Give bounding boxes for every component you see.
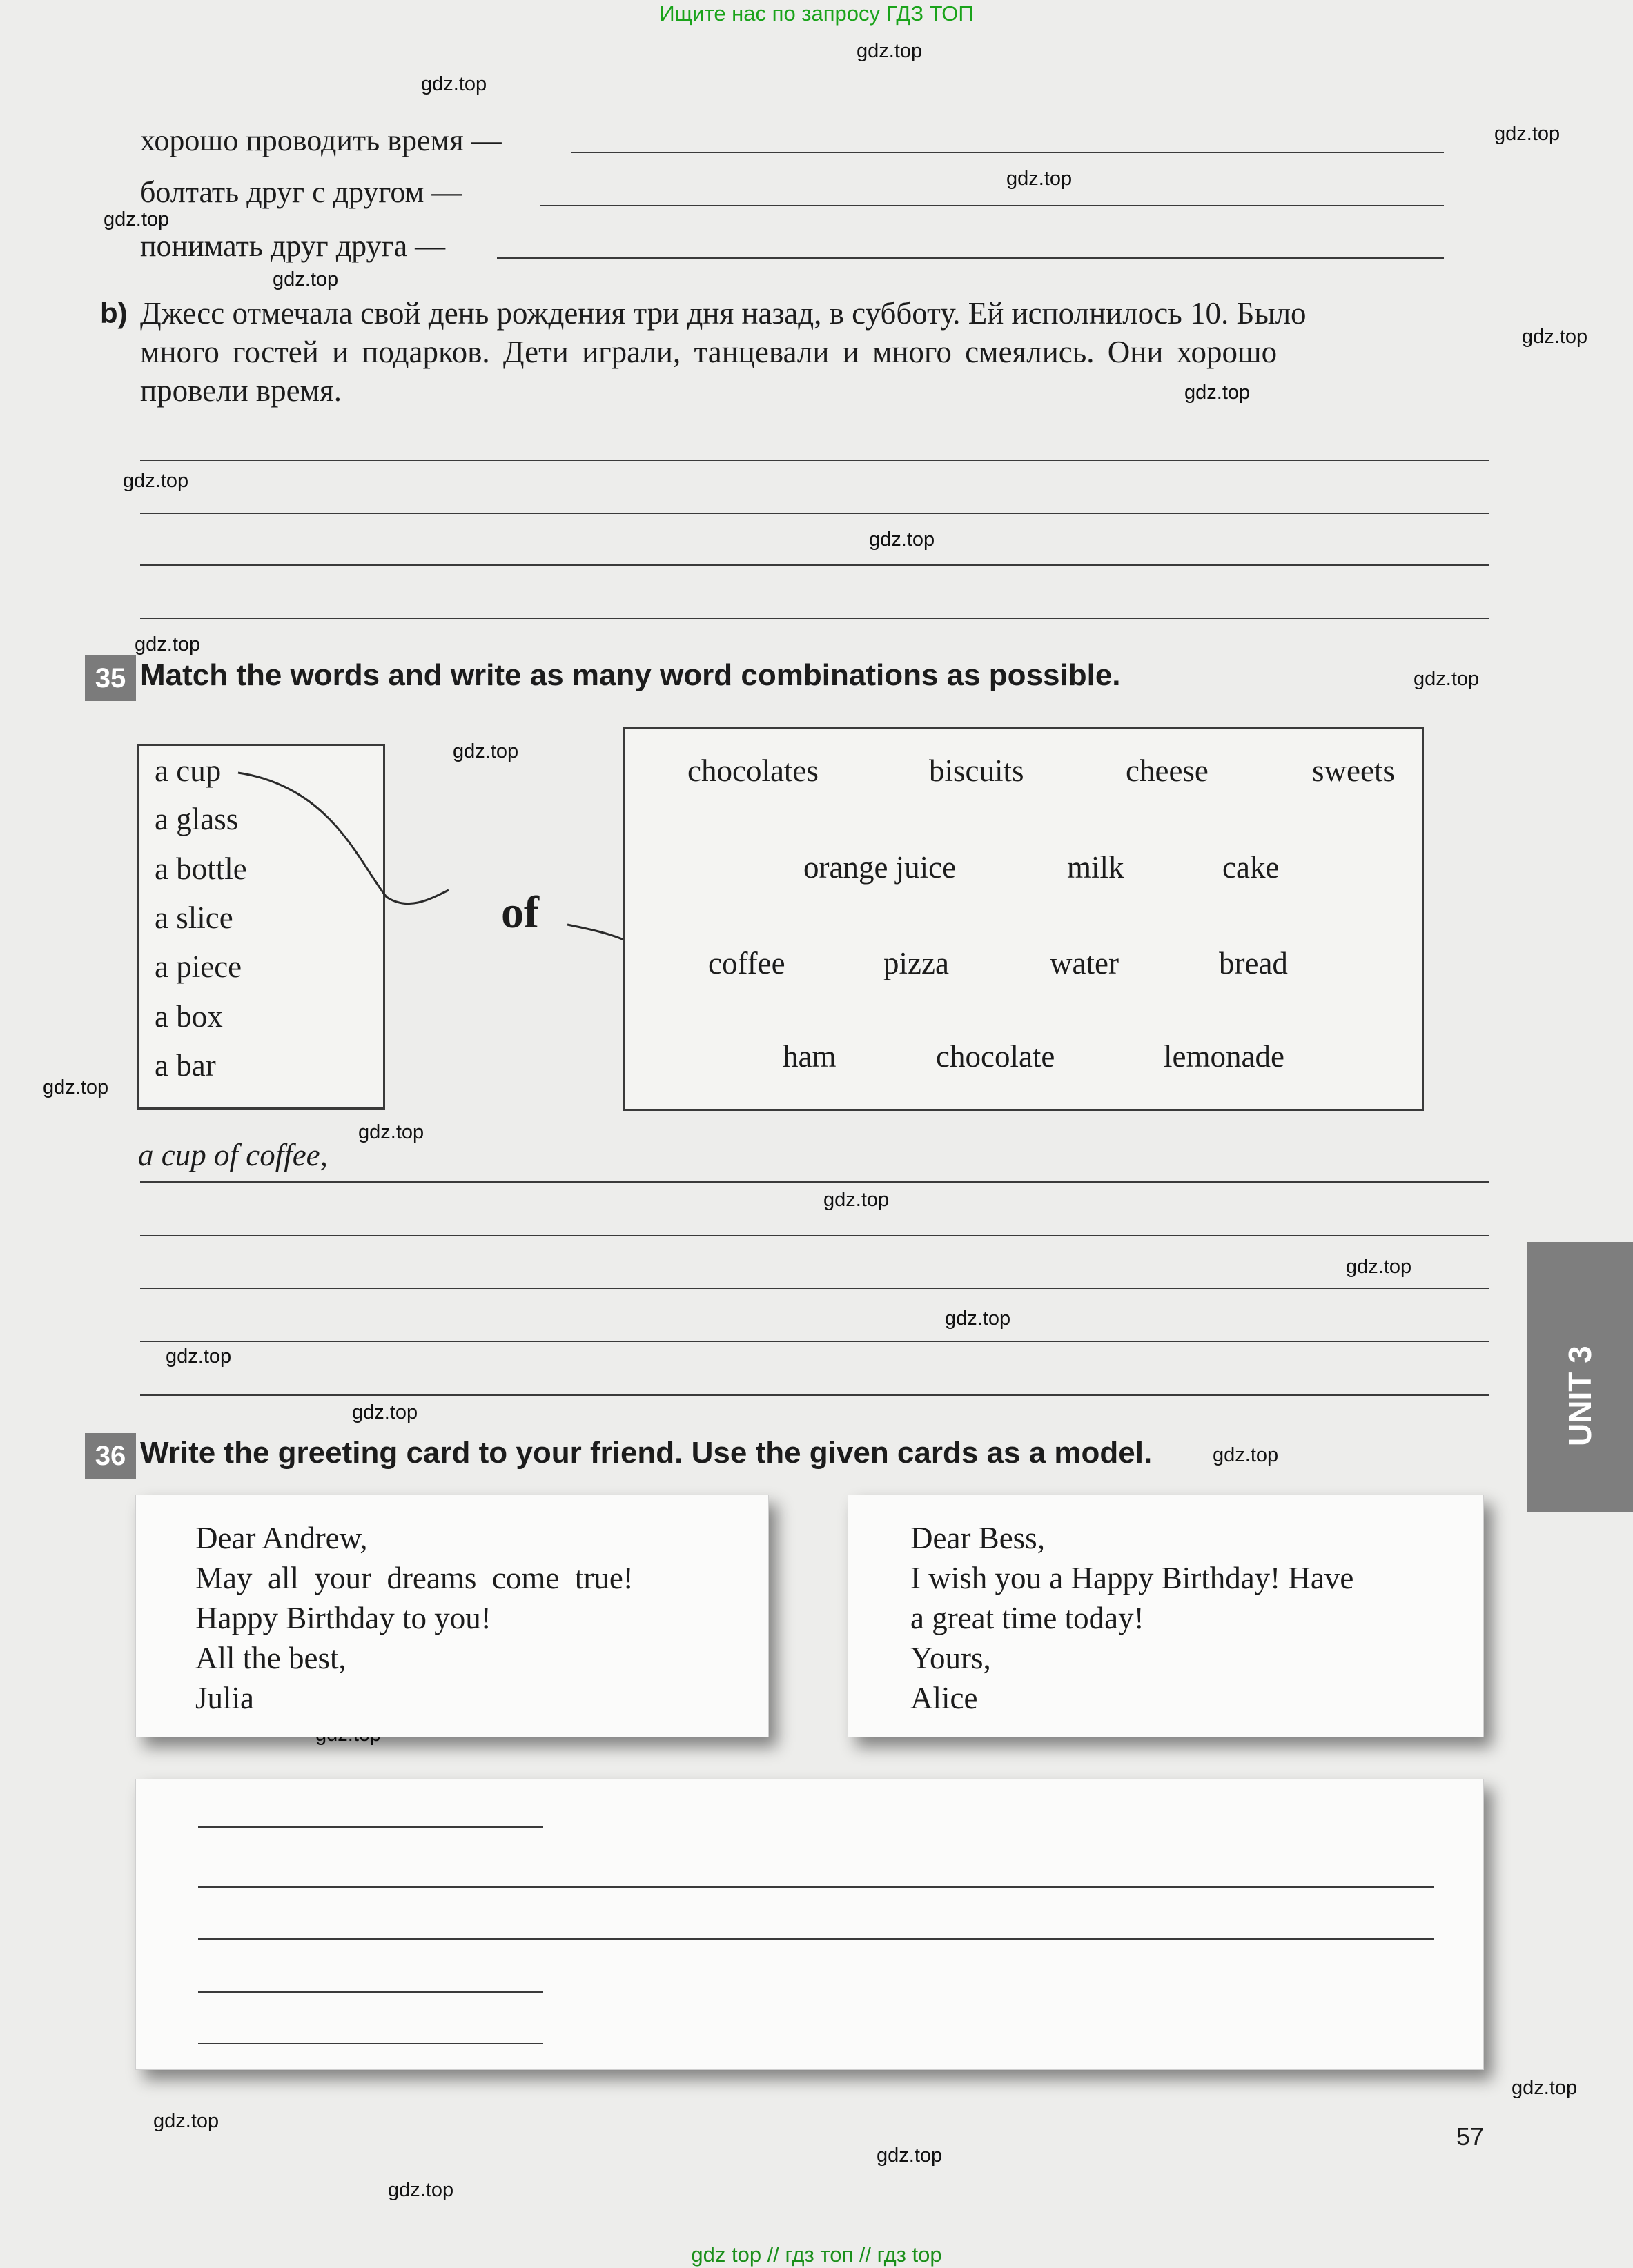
page-number: 57 (1456, 2122, 1485, 2151)
connector-of: of (501, 887, 539, 938)
food-word[interactable]: pizza (883, 946, 949, 980)
watermark: gdz.top (358, 1121, 424, 1143)
bottom-banner[interactable]: gdz top // гдз топ // гдз top (691, 2242, 942, 2267)
exercise-36-title: Write the greeting card to your friend. Use the given cards as a model. (140, 1436, 1153, 1470)
part-b-text-line1: Джесс отмечала свой день рождения три дня назад, в субботу. Ей исполнилось 10. Было (140, 296, 1307, 331)
watermark: gdz.top (388, 2179, 454, 2201)
card-line: Julia (195, 1681, 254, 1715)
watermark: gdz.top (43, 1076, 109, 1098)
watermark: gdz.top (421, 73, 487, 95)
watermark: gdz.top (823, 1189, 890, 1211)
exercise-35-number: 35 (85, 655, 136, 701)
exercise-35-title: Match the words and write as many word combinations as possible. (140, 658, 1121, 692)
watermark: gdz.top (1522, 326, 1588, 348)
card-line: I wish you a Happy Birthday! Have (910, 1561, 1354, 1595)
watermark: gdz.top (1414, 668, 1480, 690)
example-answer: a cup of coffee, (138, 1138, 328, 1172)
card-answer-line[interactable] (198, 1886, 1434, 1888)
food-word[interactable]: ham (783, 1039, 837, 1074)
food-word[interactable]: cheese (1126, 753, 1209, 788)
answer-line[interactable] (140, 1341, 1489, 1342)
container-word[interactable]: a bar (155, 1048, 216, 1083)
watermark: gdz.top (104, 208, 170, 230)
phrase-2: болтать друг с другом — (140, 175, 462, 209)
greeting-card-alice (848, 1495, 1484, 1737)
container-word[interactable]: a slice (155, 900, 233, 935)
card-line: May all your dreams come true! (195, 1561, 634, 1595)
foods-box (623, 727, 1424, 1111)
phrase-3: понимать друг друга — (140, 229, 446, 263)
blank-greeting-card[interactable] (135, 1779, 1484, 2070)
watermark: gdz.top (945, 1308, 1011, 1330)
unit-label: UNIT 3 (1562, 1345, 1598, 1446)
top-banner[interactable]: Ищите нас по запросу ГДЗ ТОП (659, 1, 974, 26)
watermark: gdz.top (166, 1345, 232, 1368)
food-word[interactable]: cake (1222, 850, 1280, 885)
watermark: gdz.top (1006, 168, 1073, 190)
exercise-36-number: 36 (85, 1433, 136, 1479)
watermark: gdz.top (869, 529, 935, 551)
watermark: gdz.top (453, 740, 519, 762)
card-answer-line[interactable] (198, 2043, 543, 2044)
card-line: Yours, (910, 1641, 991, 1675)
food-word[interactable]: lemonade (1164, 1039, 1284, 1074)
card-line: a great time today! (910, 1601, 1144, 1635)
part-b-label: b) (100, 297, 128, 329)
answer-line[interactable] (140, 1394, 1489, 1396)
answer-line[interactable] (140, 1235, 1489, 1236)
card-answer-line[interactable] (198, 1826, 543, 1828)
answer-line[interactable] (140, 1181, 1489, 1183)
watermark: gdz.top (123, 470, 189, 492)
part-b-text-line3: провели время. (140, 373, 342, 408)
watermark: gdz.top (877, 2144, 943, 2167)
answer-line[interactable] (140, 1288, 1489, 1289)
watermark: gdz.top (1346, 1256, 1412, 1278)
container-word[interactable]: a glass (155, 802, 239, 836)
card-line: Happy Birthday to you! (195, 1601, 491, 1635)
container-word[interactable]: a cup (155, 753, 222, 788)
food-word[interactable]: chocolate (936, 1039, 1055, 1074)
part-b-text-line2: много гостей и подарков. Дети играли, танцевали и много смеялись. Они хорошо (140, 335, 1278, 369)
watermark: gdz.top (273, 268, 339, 290)
card-answer-line[interactable] (198, 1938, 1434, 1940)
watermark: gdz.top (1494, 123, 1561, 145)
food-word[interactable]: coffee (708, 946, 785, 980)
card-line: Dear Bess, (910, 1521, 1045, 1555)
container-word[interactable]: a piece (155, 949, 242, 984)
phrase-1: хорошо проводить время — (140, 124, 502, 157)
food-word[interactable]: chocolates (687, 753, 819, 788)
food-word[interactable]: biscuits (929, 753, 1024, 788)
card-line: Dear Andrew, (195, 1521, 368, 1555)
watermark: gdz.top (153, 2110, 219, 2132)
watermark: gdz.top (1213, 1444, 1279, 1466)
container-word[interactable]: a box (155, 999, 223, 1034)
container-word[interactable]: a bottle (155, 851, 247, 886)
food-word[interactable]: milk (1067, 850, 1124, 885)
watermark: gdz.top (135, 633, 201, 655)
food-word[interactable]: bread (1219, 946, 1288, 980)
card-line: All the best, (195, 1641, 346, 1675)
food-word[interactable]: orange juice (803, 850, 957, 885)
unit-tab (1527, 1242, 1633, 1512)
watermark: gdz.top (1512, 2077, 1578, 2099)
food-word[interactable]: water (1050, 946, 1119, 980)
card-answer-line[interactable] (198, 1991, 543, 1993)
watermark: gdz.top (1184, 382, 1251, 404)
watermark: gdz.top (352, 1401, 418, 1423)
greeting-card-julia (135, 1495, 769, 1737)
card-line: Alice (910, 1681, 978, 1715)
watermark: gdz.top (857, 40, 923, 62)
food-word[interactable]: sweets (1312, 753, 1395, 788)
